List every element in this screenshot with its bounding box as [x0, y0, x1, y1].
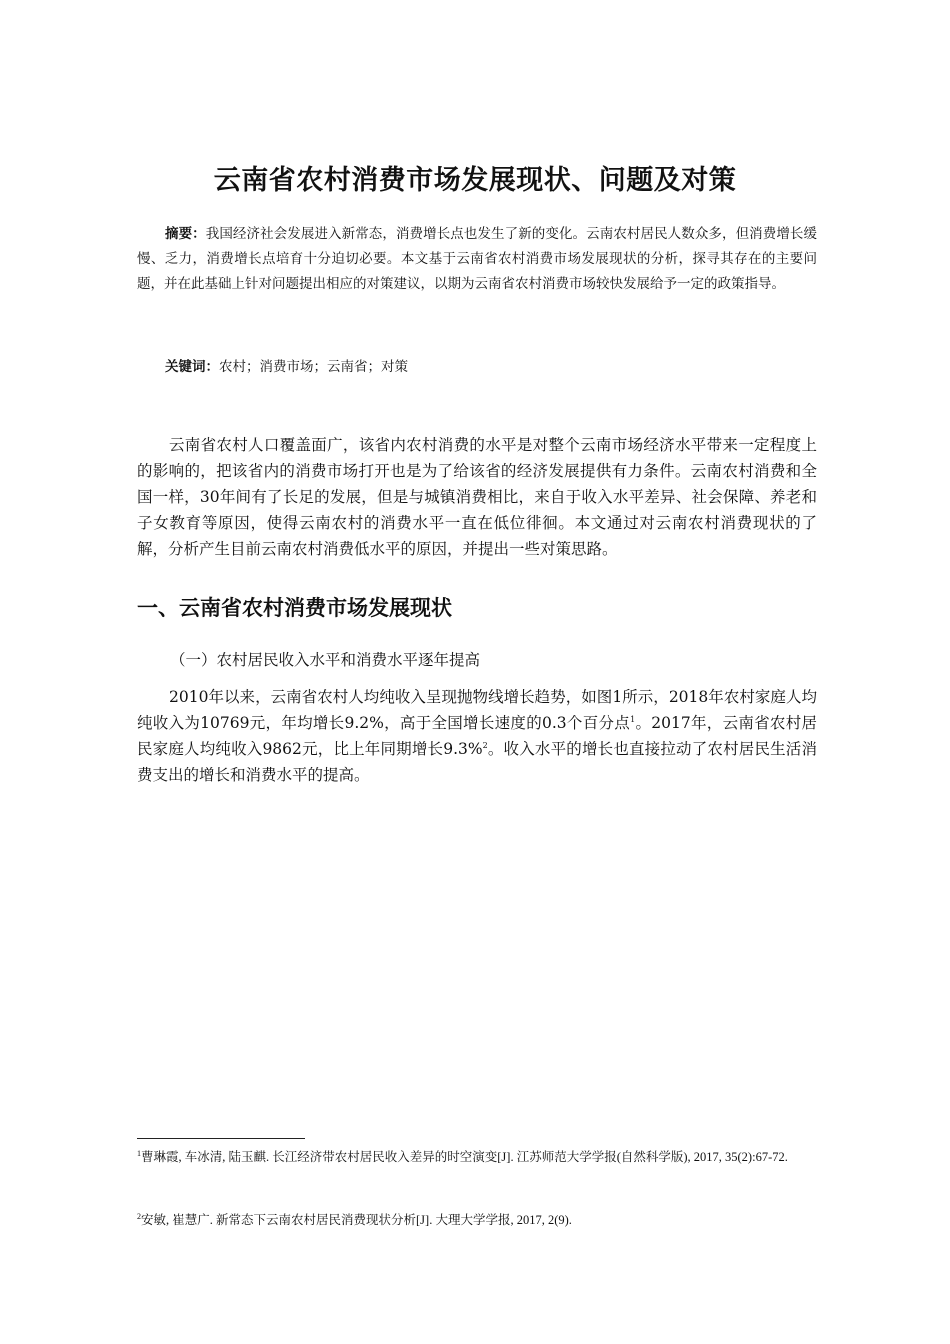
keywords: [137, 355, 817, 380]
keywords-text: 农村；消费市场；云南省；对策: [219, 359, 408, 375]
footnote-1: [137, 1144, 827, 1170]
abstract: [137, 222, 817, 297]
document-title: 云南省农村消费市场发展现状、问题及对策: [213, 165, 737, 196]
paragraph-text: 。收入水平的增长也直接拉动了农村居民生活消费支出的增长和消费水平的提高。: [137, 740, 817, 784]
section-heading: 一、云南省农村消费市场发展现状: [137, 596, 452, 620]
paragraph-text: 2010年以来，云南省农村人均纯收入呈现抛物线增长趋势，如图1所示，2018年农村家庭人均纯收入为10769元，年均增长9.2%，高于全国增长速度的0.3个百分点: [137, 688, 817, 732]
footnote-marker: 1: [137, 1148, 141, 1158]
footnote-text: 曹琳霞, 车冰清, 陆玉麒. 长江经济带农村居民收入差异的时空演变[J]. 江苏师范大学学报(自然科学版), 2017, 35(2):67-72.: [141, 1150, 788, 1164]
keywords-label: 关键词：: [165, 359, 219, 375]
footnote-2: [137, 1207, 827, 1233]
body-paragraph: [137, 684, 817, 788]
footnote-marker: 2: [137, 1211, 141, 1221]
intro-paragraph: 云南省农村人口覆盖面广，该省内农村消费的水平是对整个云南市场经济水平带来一定程度上的影响的，把该省内的消费市场打开也是为了给该省的经济发展提供有力条件。云南农村消费和全国一样，30年间有了长足的发展，但是与城镇消费相比，来自于收入水平差异、社会保障、养老和子女教育等原因，使得云南农村的消费水平一直在低位徘徊。本文通过对云南农村消费现状的了解，分析产生目前云南农村消费低水平的原因，并提出一些对策思路。: [137, 436, 817, 558]
abstract-text: 我国经济社会发展进入新常态，消费增长点也发生了新的变化。云南农村居民人数众多，但消费增长缓慢、乏力，消费增长点培育十分迫切必要。本文基于云南省农村消费市场发展现状的分析，探寻其存在的主要问题，并在此基础上针对问题提出相应的对策建议，以期为云南省农村消费市场较快发展给予一定的政策指导。: [137, 226, 818, 292]
abstract-label: 摘要：: [165, 226, 206, 242]
footnote-ref-1[interactable]: 1: [630, 714, 636, 724]
footnote-separator: [137, 1138, 305, 1139]
paragraph-text: 。2017年，云南省农村居民家庭人均纯收入9862元，比上年同期增长9.3%: [137, 714, 818, 758]
subsection-heading: （一）农村居民收入水平和消费水平逐年提高: [170, 651, 481, 669]
footnote-ref-2[interactable]: 2: [482, 740, 488, 750]
footnote-text: 安敏, 崔慧广. 新常态下云南农村居民消费现状分析[J]. 大理大学学报, 2017, 2(9).: [141, 1213, 572, 1227]
